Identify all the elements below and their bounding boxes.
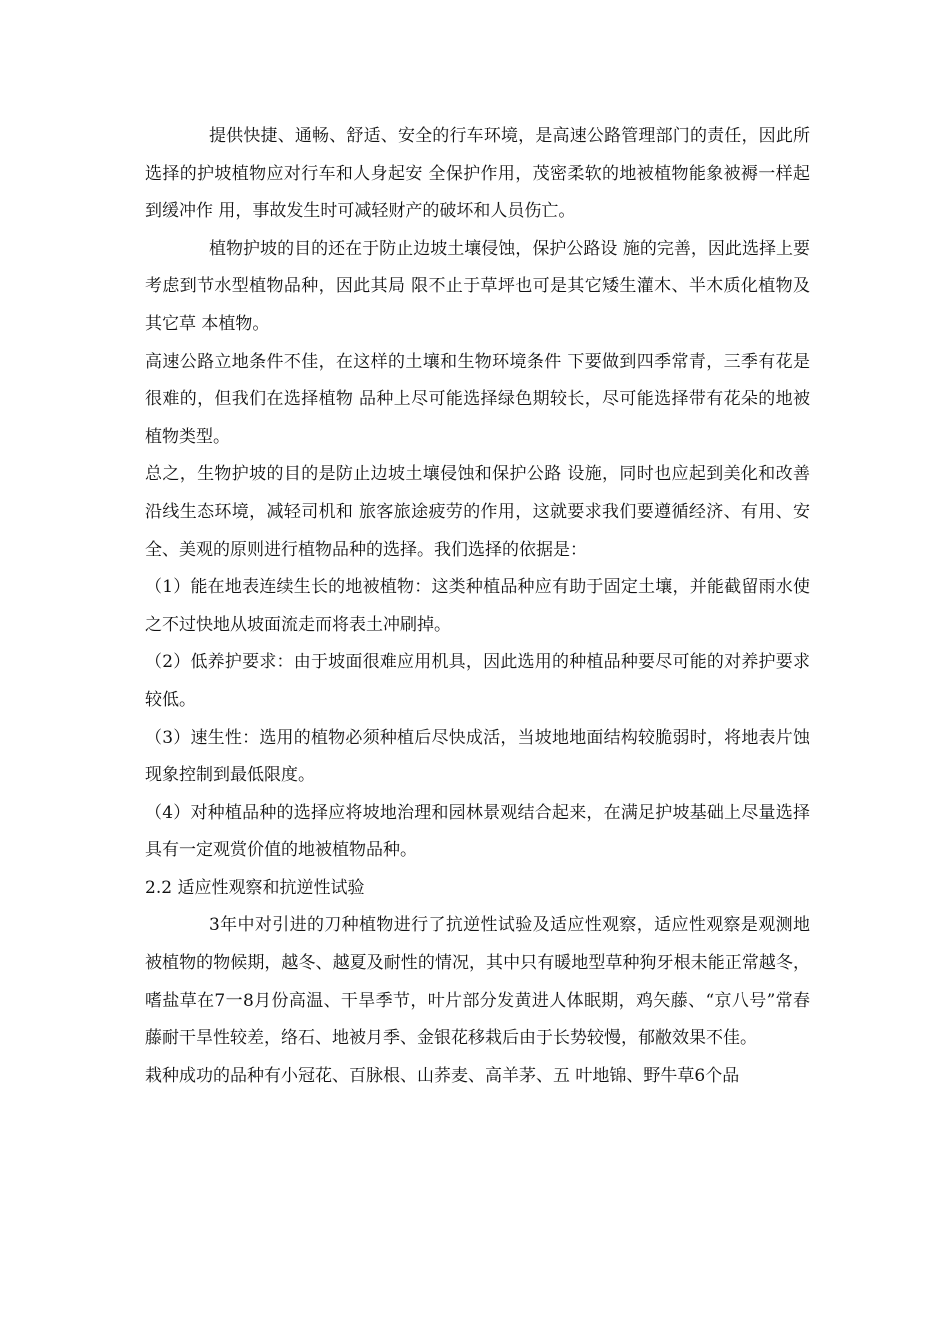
paragraph-driving-environment: 提供快捷、通畅、舒适、安全的行车环境，是高速公路管理部门的责任，因此所选择的护坡植物应对行车和人身起安 全保护作用，茂密柔软的地被植物能象被褥一样起到缓冲作 用，事故发生时可减轻财产的破坏和人员伤亡。 [145, 126, 810, 222]
list-item-criterion-3: （3）速生性：选用的植物必须种植后尽快成活，当坡地地面结构较脆弱时，将地表片蚀现象控制到最低限度。 [145, 727, 810, 786]
section-heading-2-2: 2.2 适应性观察和抗逆性试验 [145, 877, 365, 898]
document-body [145, 118, 810, 1095]
paragraph-summary-criteria: 总之，生物护坡的目的是防止边坡土壤侵蚀和保护公路 设施，同时也应起到美化和改善沿线生态环境，减轻司机和 旅客旅途疲劳的作用，这就要求我们要遵循经济、有用、安 全、美观的原则进行植物品种的选择。我们选择的依据是： [145, 464, 810, 560]
paragraph-adaptability-observation: 3年中对引进的刀种植物进行了抗逆性试验及适应性观察，适应性观察是观测地被植物的物候期，越冬、越夏及耐性的情况，其中只有暖地型草种狗牙根未能正常越冬，嗜盐草在7一8月份高温、干旱季节，叶片部分发黄进人体眠期，鸡矢藤、“京八号”常春藤耐干旱性较差，络石、地被月季、金银花移栽后由于长势较慢，郁敝效果不佳。 [145, 915, 810, 1049]
paragraph-successful-species: 栽种成功的品种有小冠花、百脉根、山荞麦、高羊茅、五 叶地锦、野牛草6个品 [145, 1065, 740, 1086]
paragraph-site-conditions: 高速公路立地条件不佳，在这样的土壤和生物环境条件 下要做到四季常青，三季有花是很难的，但我们在选择植物 品种上尽可能选择绿色期较长，尽可能选择带有花朵的地被 植物类型。 [145, 351, 810, 447]
list-item-criterion-1: （1）能在地表连续生长的地被植物：这类种植品种应有助于固定土壤，并能截留雨水使之不过快地从坡面流走而将表土冲刷掉。 [145, 577, 810, 635]
list-item-criterion-2: （2）低养护要求：由于坡面很难应用机具，因此选用的种植品种要尽可能的对养护要求较低。 [145, 652, 810, 710]
paragraph-slope-protection-purpose: 植物护坡的目的还在于防止边坡土壤侵蚀，保护公路设 施的完善，因此选择上要考虑到节水型植物品种，因此其局 限不止于草坪也可是其它矮生灌木、半木质化植物及其它草 本植物。 [145, 238, 810, 334]
list-item-criterion-4: （4）对种植品种的选择应将坡地治理和园林景观结合起来，在满足护坡基础上尽量选择具有一定观赏价值的地被植物品种。 [145, 802, 810, 861]
